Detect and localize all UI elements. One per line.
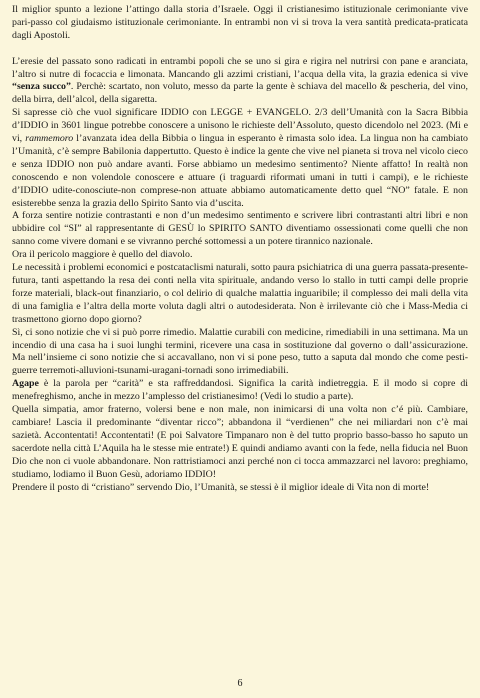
text-run: Sì, ci sono notizie che vi si può porre rimedio. Malattie curabili con medicine, rimediabili in una settimana. Ma un incendio di una casa ha i suoi lunghi termini, ricevere una casa in sostituzione dal governo o dall’assicurazione. Ma nell’insieme ci sono notizie che si accavallano, non vi si pone peso, tutto a saputa dal mondo che come pesti-guerre terremoti-alluvioni-tsunami-uragani-tornadi sono irrimediabili. [12, 326, 468, 377]
text-run: L’eresie del passato sono radicati in entrambi popoli che se uno si gira e rigira nel nutrirsi con pane e aranciata, l’altro si nutre di focaccia e limonata. Mancando gli azzimi cristiani, l’acqua della vita, la grazia edenica si vive [12, 55, 468, 80]
paragraph [12, 327, 468, 379]
paragraph [12, 249, 468, 262]
text-run: è la parola per “carità” e sta raffreddandosi. Significa la carità indietreggia. E il modo si copre di menefreghismo, anche in mezzo l’amplesso del cristianesimo! (Vedi lo studio a parte). [12, 378, 468, 403]
paragraph [12, 378, 468, 404]
italic-text: rammemoro [25, 133, 74, 145]
text-run: Il miglior spunto a lezione l’attingo dalla storia d’Israele. Oggi il cristianesimo istituzionale cerimoniante vive pari-passo col giudaismo istituzionale cerimoniante. In entrambi non vi si trova la vera santità predicata-praticata dagli Apostoli. [12, 4, 468, 41]
paragraph [12, 482, 468, 495]
paragraph [12, 262, 468, 327]
text-run: Prendere il posto di “cristiano” servendo Dio, l’Umanità, se stessi è il miglior ideale di Vita non di morte! [12, 481, 430, 493]
text-run: l’avanzata idea della Bibbia o lingua in esperanto è rimasta solo idea. La lingua non ha cambiato l’Umanità, c’è sempre Babilonia dappertutto. Questo è indice la gente che vive nel pianeta si trova nel vicolo cieco e senza IDDIO non può andare avanti. Forse abbiamo un medesimo sentimento? Niente affatto! In realtà non conoscendo e non volendole conoscere e attuare (i traguardi riformati umani in tutti i campi), e le richieste d’IDDIO udite-conosciute-non comprese-non attuate abbiamo automaticamente detto quel “NO” fatale. E non esisterebbe senza la grazia dello Spirito Santo via d’uscita. [12, 133, 468, 209]
text-run: Quella simpatia, amor fraterno, volersi bene e non male, non inimicarsi di una volta non c’é più. Cambiare, cambiare! Lascia il predominante “diventar ricco”; abbandona il “verdienen” che nei miliardari non c’è mai sazietà. Accontentati! Accontentati! (E poi Salvatore Timpanaro non è del tutto proprio basso-basso ho saputo un sacerdote nella città L’Aquila ha le stesse mie entrate!) E quindi andiamo avanti con la fede, nella fiducia nel Buon Dio che non ci vuole abbandonare. Non rattristiamoci anzi perché non ci tocca ammazzarci nel lavoro: preghiamo, studiamo, lodiamo il Buon Gesù, adoriamo IDDIO! [12, 404, 468, 480]
paragraph [12, 4, 468, 43]
text-run: Ora il pericolo maggiore è quello del diavolo. [12, 249, 193, 261]
text-run: . Perchè: scartato, non voluto, messo da parte la gente è schiava del macello & pescheria, del vino, della birra, dell’alcol, della sigaretta. [12, 81, 469, 106]
body-text [12, 4, 468, 494]
paragraph [12, 404, 468, 481]
text-run: Si sapresse ciò che vuol significare IDDIO con LEGGE + EVANGELO. 2/3 dell’Umanità con la Sacra Bibbia d’IDDIO in 3601 lingue potrebbe conoscere a unisono le richieste dell’Assoluto, questo dicendolo nel 2023. (Mi e vi, [12, 107, 468, 145]
paragraph [12, 107, 468, 210]
bold-text: Agape [12, 378, 39, 390]
text-run: A forza sentire notizie contrastanti e non d’un medesimo sentimento e scrivere libri contrastanti altri libri e non ubbidire col “SI” al rappresentante di GESÙ lo SPIRITO SANTO diventiamo ossessionati come quelli che non sanno come vivere domani e se vivranno perché sottomessi a un potere tirannico nazionale. [12, 210, 468, 248]
paragraph [12, 210, 468, 249]
bold-text: “senza succo” [12, 81, 71, 93]
text-run: Le necessità i problemi economici e postcataclismi naturali, sotto paura psichiatrica di una guerra passata-presente-futura, tanti aspettando la resa dei conti nella vita spirituale, andando verso lo stallo in tutti campi delle proprie forze materiali, black-out finanziario, o col delirio di qualche malattia inguaribile; il complesso dei mali della vita di una famiglia e l’altra della morte voluta dagli altri o autodesiderata. Non è irrilevante ciò che i Mass-Media ci trasmettono giorno dopo giorno? [12, 262, 468, 325]
paragraph [12, 56, 468, 108]
page-number: 6 [237, 678, 243, 689]
